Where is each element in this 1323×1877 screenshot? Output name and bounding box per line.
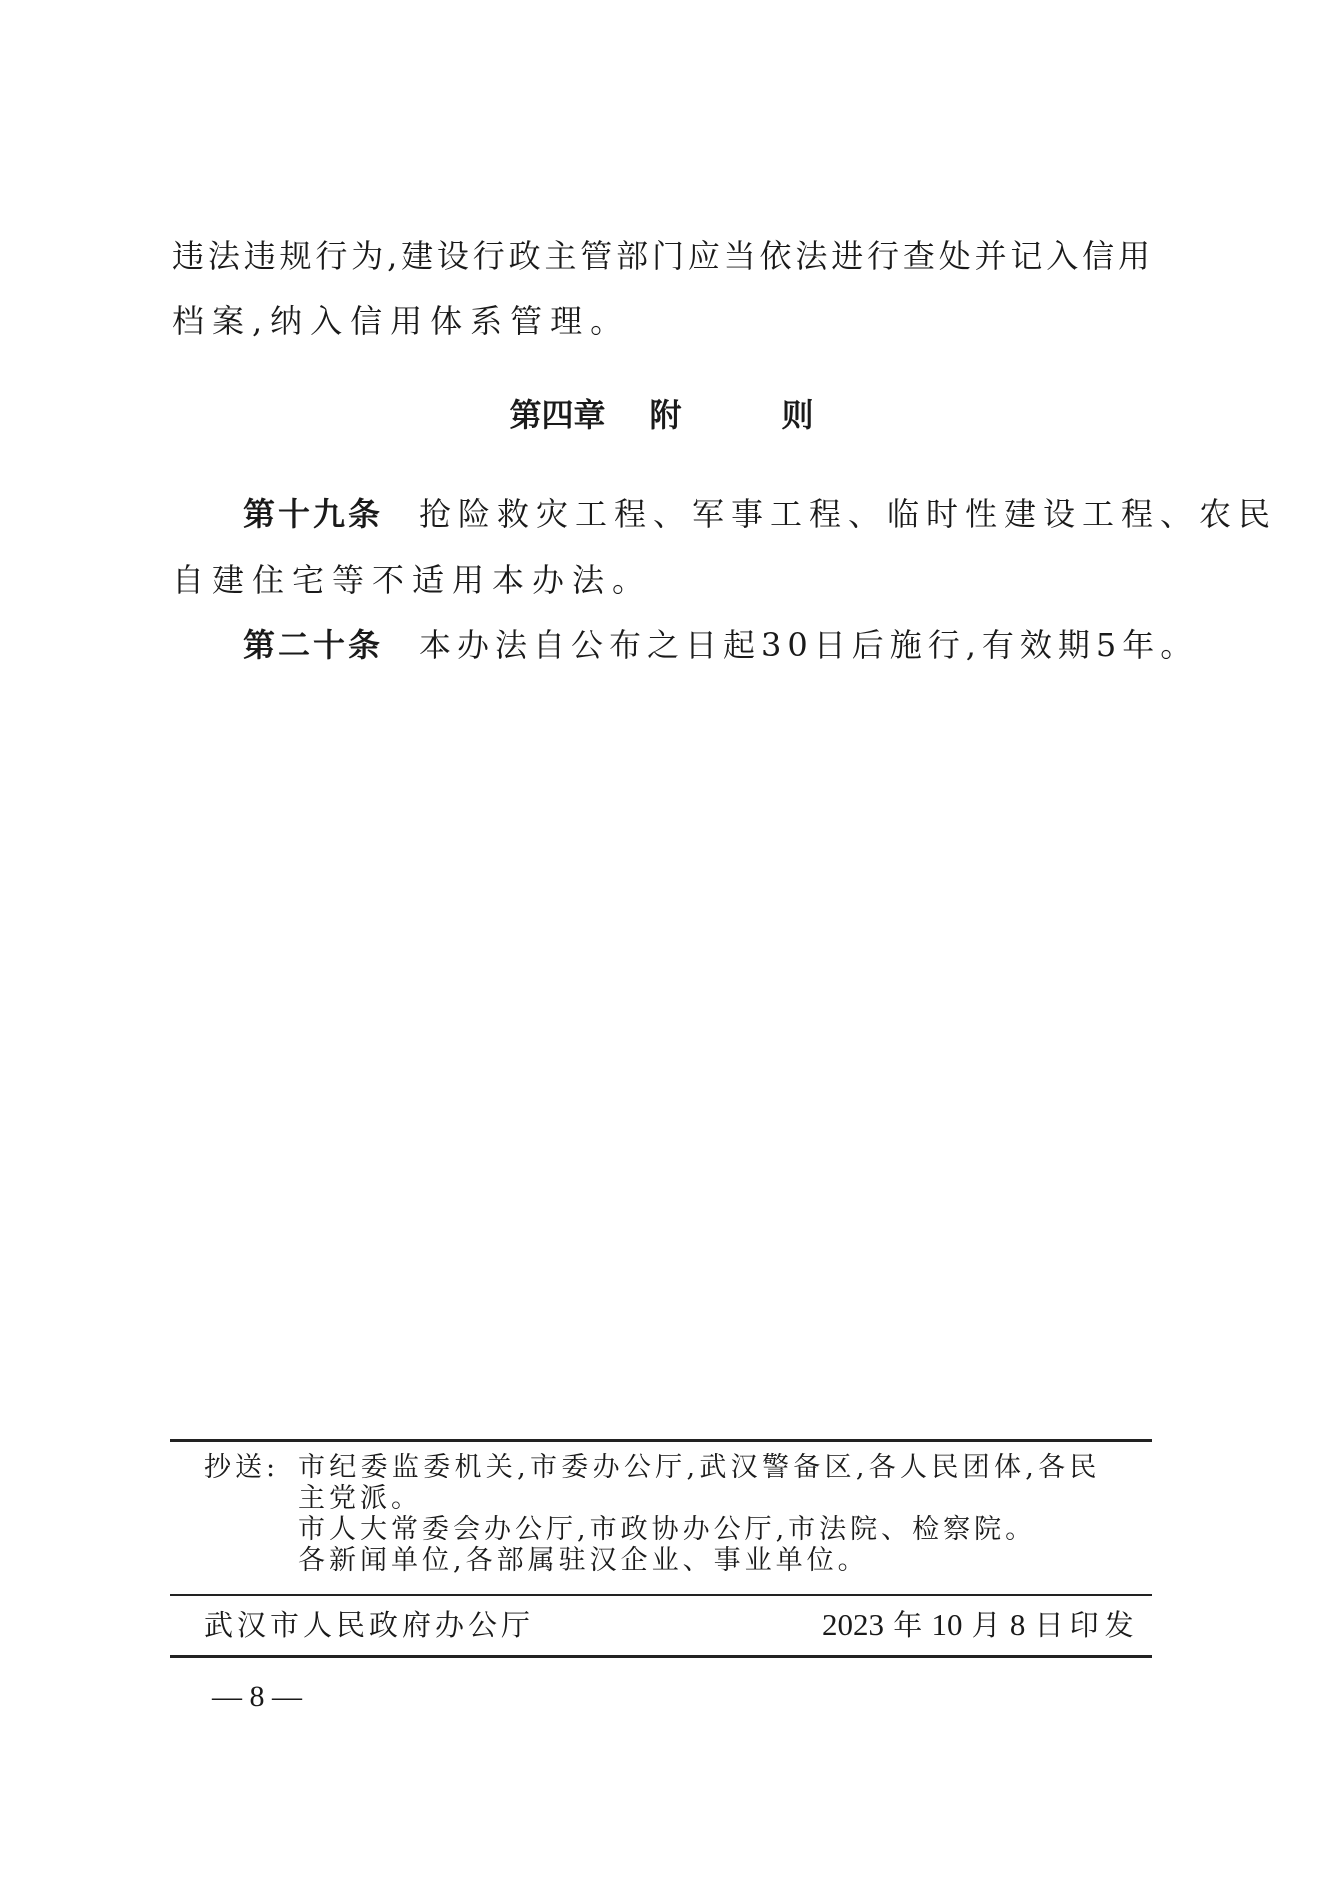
month-unit: 月 [971, 1608, 1001, 1642]
issue-year: 2023 [822, 1607, 884, 1642]
cc-line: 市纪委监委机关,市委办公厅,武汉警备区,各人民团体,各民 [298, 1452, 1101, 1483]
article-19 [243, 494, 1277, 534]
article-title: 第二十条 [243, 626, 384, 664]
article-title: 第十九条 [243, 495, 384, 533]
article-text: 本办法自公布之日起30日后施行,有效期5年。 [419, 626, 1199, 664]
chapter-number: 第四章 [509, 396, 606, 434]
cc-line: 各新闻单位,各部属驻汉企业、事业单位。 [298, 1545, 869, 1576]
chapter-title-part: 附 [649, 396, 682, 434]
cc-label: 抄送: [204, 1452, 280, 1483]
chapter-heading [0, 395, 1323, 435]
footer-top-rule [170, 1439, 1152, 1442]
year-unit: 年 [893, 1608, 923, 1642]
issue-date [822, 1607, 1140, 1643]
chapter-title-part: 则 [781, 396, 814, 434]
article-text: 抢险救灾工程、军事工程、临时性建设工程、农民 [419, 495, 1278, 533]
paragraph-line: 违 法 违 规 行 为 , 建 设 行 政 主 管 部 门 应 当 依 法 进 行 查 处 并 记 入 信 用 [172, 237, 1150, 275]
issue-day: 8 [1009, 1607, 1026, 1642]
paragraph-line: 档案,纳入信用体系管理。 [172, 302, 631, 340]
day-unit: 日印发 [1034, 1608, 1140, 1642]
footer-bottom-rule [170, 1655, 1152, 1658]
page-number: — 8 — [212, 1680, 302, 1713]
cc-line: 市人大常委会办公厅,市政协办公厅,市法院、检察院。 [298, 1514, 1037, 1545]
issue-month: 10 [931, 1607, 963, 1642]
footer-middle-rule [170, 1594, 1152, 1596]
article-19-continued: 自建住宅等不适用本办法。 [172, 561, 653, 599]
cc-line: 主党派。 [298, 1483, 422, 1514]
article-20 [243, 625, 1198, 665]
issuing-office: 武汉市人民政府办公厅 [204, 1608, 535, 1642]
